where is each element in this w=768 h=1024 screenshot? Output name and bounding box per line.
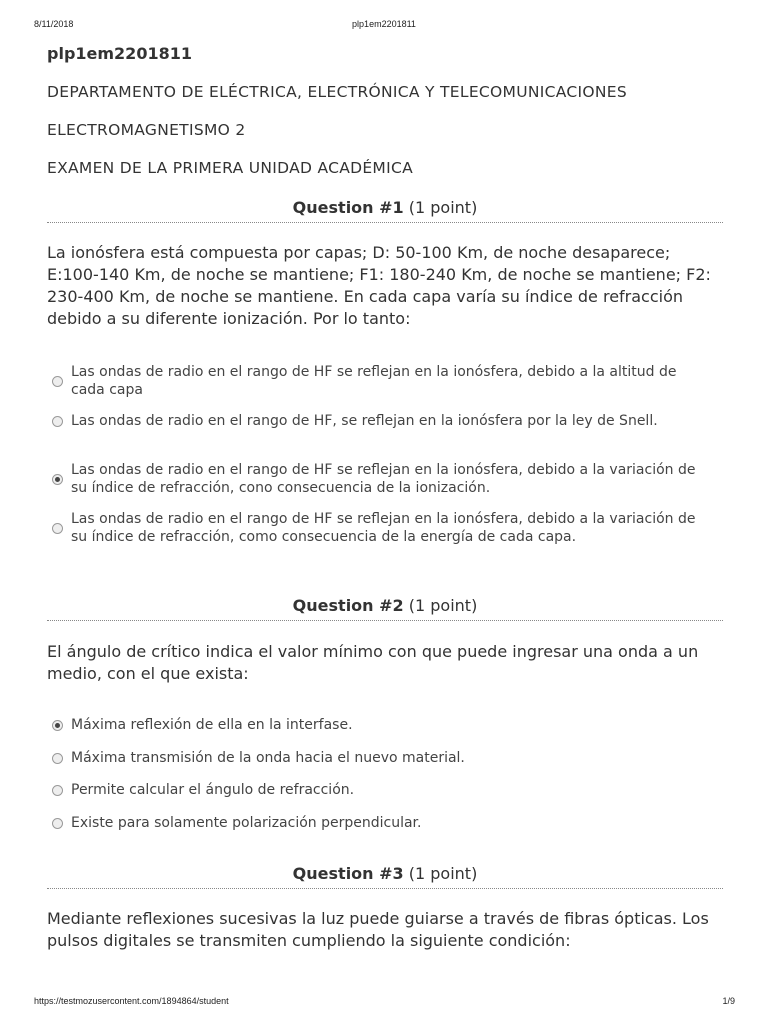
department-line: DEPARTAMENTO DE ELÉCTRICA, ELECTRÓNICA Y TELECOMUNICACIONES: [47, 83, 628, 101]
radio-button[interactable]: [52, 416, 63, 427]
option-label: Las ondas de radio en el rango de HF se reflejan en la ionósfera, debido a la variación de su índice de refracción, como consecuencia de la energía de cada capa.: [71, 511, 696, 545]
course-line: ELECTROMAGNETISMO 2: [47, 121, 246, 139]
print-date: 8/11/2018: [34, 19, 74, 29]
radio-selected-dot: [55, 477, 60, 482]
question-2-option-1[interactable]: [47, 717, 723, 735]
question-2-text: El ángulo de crítico indica el valor mínimo con que puede ingresar una onda a un medio, con el que exista:: [47, 642, 699, 683]
option-label: Permite calcular el ángulo de refracción.: [71, 782, 355, 798]
option-label: Existe para solamente polarización perpendicular.: [71, 815, 422, 831]
radio-button-selected[interactable]: [52, 720, 63, 731]
question-1-option-3[interactable]: [47, 462, 723, 497]
question-2-option-4[interactable]: [47, 815, 723, 833]
question-1-points: (1 point): [408, 198, 478, 217]
question-1-label: Question #1: [292, 198, 404, 217]
radio-button[interactable]: [52, 785, 63, 796]
question-2-option-3[interactable]: [47, 782, 723, 800]
print-title: plp1em2201811: [352, 19, 416, 29]
question-1-heading: [47, 198, 723, 223]
question-3-points: (1 point): [408, 864, 478, 883]
question-3-text: Mediante reflexiones sucesivas la luz puede guiarse a través de fibras ópticas. Los pulsos digitales se transmiten cumpliendo la siguiente condición:: [47, 909, 709, 950]
print-url: https://testmozusercontent.com/1894864/student: [34, 996, 229, 1006]
question-2-option-2[interactable]: [47, 750, 723, 768]
option-label: Las ondas de radio en el rango de HF se reflejan en la ionósfera, debido a la altitud de cada capa: [71, 364, 677, 398]
option-label: Máxima reflexión de ella en la interfase.: [71, 717, 353, 733]
radio-button-selected[interactable]: [52, 474, 63, 485]
question-2-points: (1 point): [408, 596, 478, 615]
radio-button[interactable]: [52, 523, 63, 534]
question-1-option-1[interactable]: [47, 364, 723, 399]
question-1-text: La ionósfera está compuesta por capas; D: 50-100 Km, de noche desaparece; E:100-140 Km, de noche se mantiene; F1: 180-240 Km, de noche se mantiene; F2: 230-400 Km, de noche se mantiene. En cada capa varía su índice de refracción debido a su diferente ionización. Por lo tanto:: [47, 243, 711, 328]
question-3-label: Question #3: [292, 864, 404, 883]
question-2-label: Question #2: [292, 596, 404, 615]
option-label: Máxima transmisión de la onda hacia el nuevo material.: [71, 750, 465, 766]
question-1-option-2[interactable]: [47, 413, 723, 431]
radio-button[interactable]: [52, 818, 63, 829]
radio-button[interactable]: [52, 376, 63, 387]
exam-title-line: EXAMEN DE LA PRIMERA UNIDAD ACADÉMICA: [47, 159, 414, 177]
radio-selected-dot: [55, 723, 60, 728]
question-1-option-4[interactable]: [47, 511, 723, 546]
print-page-number: 1/9: [722, 996, 735, 1006]
option-label: Las ondas de radio en el rango de HF, se reflejan en la ionósfera por la ley de Snell.: [71, 413, 658, 429]
question-2-heading: [47, 596, 723, 621]
option-label: Las ondas de radio en el rango de HF se reflejan en la ionósfera, debido a la variación de su índice de refracción, cono consecuencia de la ionización.: [71, 462, 696, 496]
exam-code: plp1em2201811: [47, 44, 192, 63]
question-3-heading: [47, 864, 723, 889]
radio-button[interactable]: [52, 753, 63, 764]
